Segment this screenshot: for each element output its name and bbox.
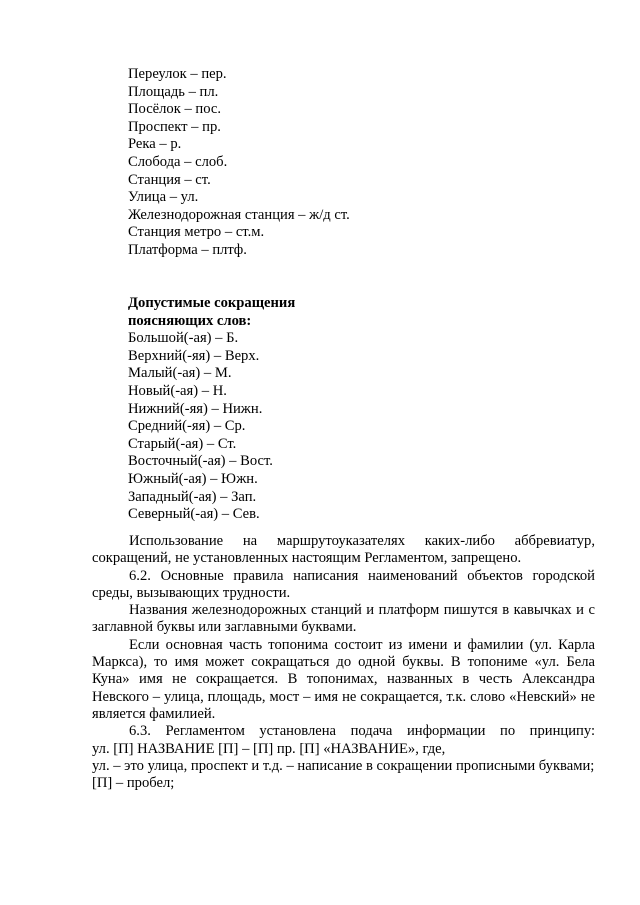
paragraph-section-6-2: 6.2. Основные правила написания наименований объектов городской среды, вызывающих трудности. [92,567,595,601]
list-item: Нижний(-яя) – Нижн. [128,400,263,417]
list-item: Средний(-яя) – Ср. [128,418,246,435]
list-item: Новый(-ая) – Н. [128,382,227,399]
list-item: Площадь – пл. [128,83,219,100]
list-item: Станция метро – ст.м. [128,224,265,241]
list-item: Старый(-ая) – Ст. [128,435,237,452]
list-item: Восточный(-ая) – Вост. [128,453,273,470]
paragraph-personal-names: Если основная часть топонима состоит из имени и фамилии (ул. Карла Маркса), то имя может сокращаться до одной буквы. В топониме «ул. Бела Куна» имя не сокращается. В топонимах, названных в честь Александра Невского – улица, площадь, мост – имя не сокращается, т.к. слово «Невский» не является фамилией. [92,636,595,722]
list-item: Верхний(-яя) – Верх. [128,347,260,364]
paragraph-format-explanation: ул. – это улица, проспект и т.д. – написание в сокращении прописными буквами; [92,757,595,774]
street-type-abbreviations-list [128,66,548,260]
paragraph-space-definition: [П] – пробел; [92,775,175,792]
list-item: Проспект – пр. [128,118,221,135]
list-item: Платформа – плтф. [128,241,247,258]
list-item: Северный(-ая) – Сев. [128,506,260,523]
list-item: Посёлок – пос. [128,101,222,118]
list-item: Переулок – пер. [128,66,227,82]
regulation-body-text [92,533,595,792]
list-item: Станция – ст. [128,171,211,188]
list-item: Западный(-ая) – Зап. [128,488,257,505]
list-item: Южный(-ая) – Южн. [128,470,258,487]
list-item: Железнодорожная станция – ж/д ст. [128,206,350,223]
explanatory-words-abbreviations-list [128,295,548,524]
section-heading: Допустимые сокращения [128,295,296,311]
list-item: Большой(-ая) – Б. [128,330,239,347]
list-item: Слобода – слоб. [128,153,228,170]
list-item: Малый(-ая) – М. [128,365,232,382]
format-template-line: ул. [П] НАЗВАНИЕ [П] – [П] пр. [П] «НАЗВАНИЕ», где, [92,740,446,757]
list-item: Улица – ул. [128,189,199,206]
paragraph-section-6-3: 6.3. Регламентом установлена подача информации по принципу: [129,723,595,740]
list-item: Река – р. [128,136,182,153]
section-heading-continued: поясняющих слов: [128,312,252,329]
paragraph-railway-stations: Названия железнодорожных станций и платформ пишутся в кавычках и с заглавной буквы или заглавными буквами. [92,602,595,636]
paragraph-prohibition: Использование на маршрутоуказателях каких-либо аббревиатур, сокращений, не установленных настоящим Регламентом, запрещено. [92,533,595,567]
